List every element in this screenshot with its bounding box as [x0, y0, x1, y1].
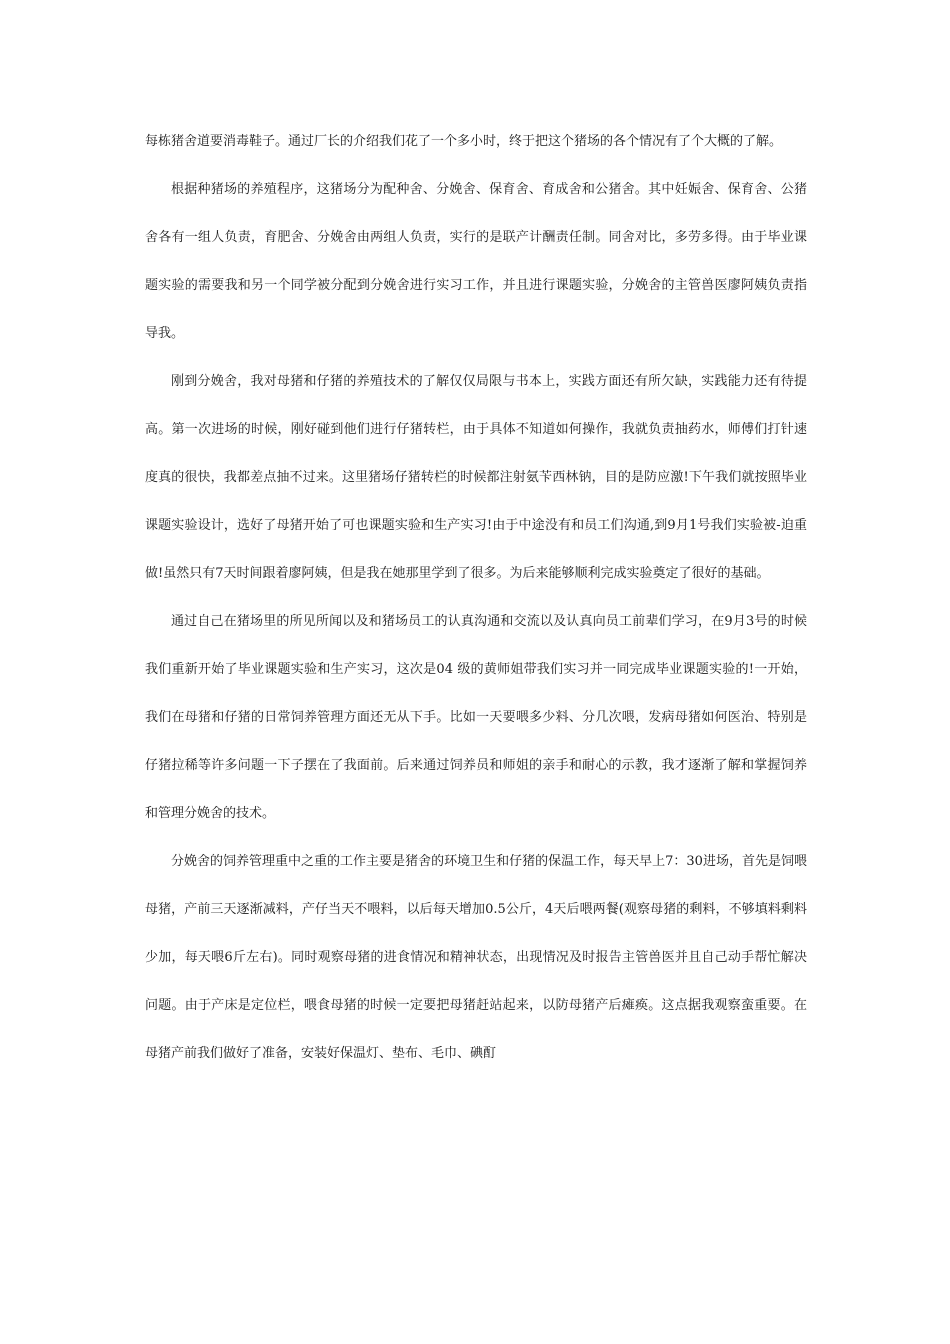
paragraph-4: 通过自己在猪场里的所见所闻以及和猪场员工的认真沟通和交流以及认真向员工前辈们学习，在9月3号的时候我们重新开始了毕业课题实验和生产实习，这次是04 级的黄师姐带我们实习并一同完成毕业课题实验的!一开始，我们在母猪和仔猪的日常饲养管理方面还无从下手。比如一天要喂多少料、分几次喂，发病母猪如何医治、特别是仔猪拉稀等许多问题一下子摆在了我面前。后来通过饲养员和师姐的亲手和耐心的示教，我才逐渐了解和掌握饲养和管理分娩舍的技术。: [145, 614, 807, 821]
paragraph-3: 刚到分娩舍，我对母猪和仔猪的养殖技术的了解仅仅局限与书本上，实践方面还有所欠缺，实践能力还有待提高。第一次进场的时候，刚好碰到他们进行仔猪转栏，由于具体不知道如何操作，我就负责抽药水，师傅们打针速度真的很快，我都差点抽不过来。这里猪场仔猪转栏的时候都注射氨苄西林钠，目的是防应激!下午我们就按照毕业课题实验设计，选好了母猪开始了可也课题实验和生产实习!由于中途没有和员工们沟通,到9月1号我们实验被-迫重做!虽然只有7天时间跟着廖阿姨，但是我在她那里学到了很多。为后来能够顺利完成实验奠定了很好的基础。: [145, 374, 807, 581]
paragraph-5: 分娩舍的饲养管理重中之重的工作主要是猪舍的环境卫生和仔猪的保温工作，每天早上7：30进场，首先是饲喂母猪，产前三天逐渐减料，产仔当天不喂料，以后每天增加0.5公斤，4天后喂两餐(观察母猪的剩料，不够填料剩料少加，每天喂6斤左右)。同时观察母猪的进食情况和精神状态，出现情况及时报告主管兽医并且自己动手帮忙解决问题。由于产床是定位栏，喂食母猪的时候一定要把母猪赶站起来，以防母猪产后瘫痪。这点据我观察蛮重要。在母猪产前我们做好了准备，安装好保温灯、垫布、毛巾、碘酊: [145, 854, 807, 1061]
document-body: [145, 118, 807, 1078]
paragraph-2: 根据种猪场的养殖程序，这猪场分为配种舍、分娩舍、保育舍、育成舍和公猪舍。其中妊娠舍、保育舍、公猪舍各有一组人负责，育肥舍、分娩舍由两组人负责，实行的是联产计酬责任制。同舍对比，多劳多得。由于毕业课题实验的需要我和另一个同学被分配到分娩舍进行实习工作，并且进行课题实验，分娩舍的主管兽医廖阿姨负责指导我。: [145, 182, 807, 341]
paragraph-1: 每栋猪舍道要消毒鞋子。通过厂长的介绍我们花了一个多小时，终于把这个猪场的各个情况有了个大概的了解。: [145, 134, 783, 149]
